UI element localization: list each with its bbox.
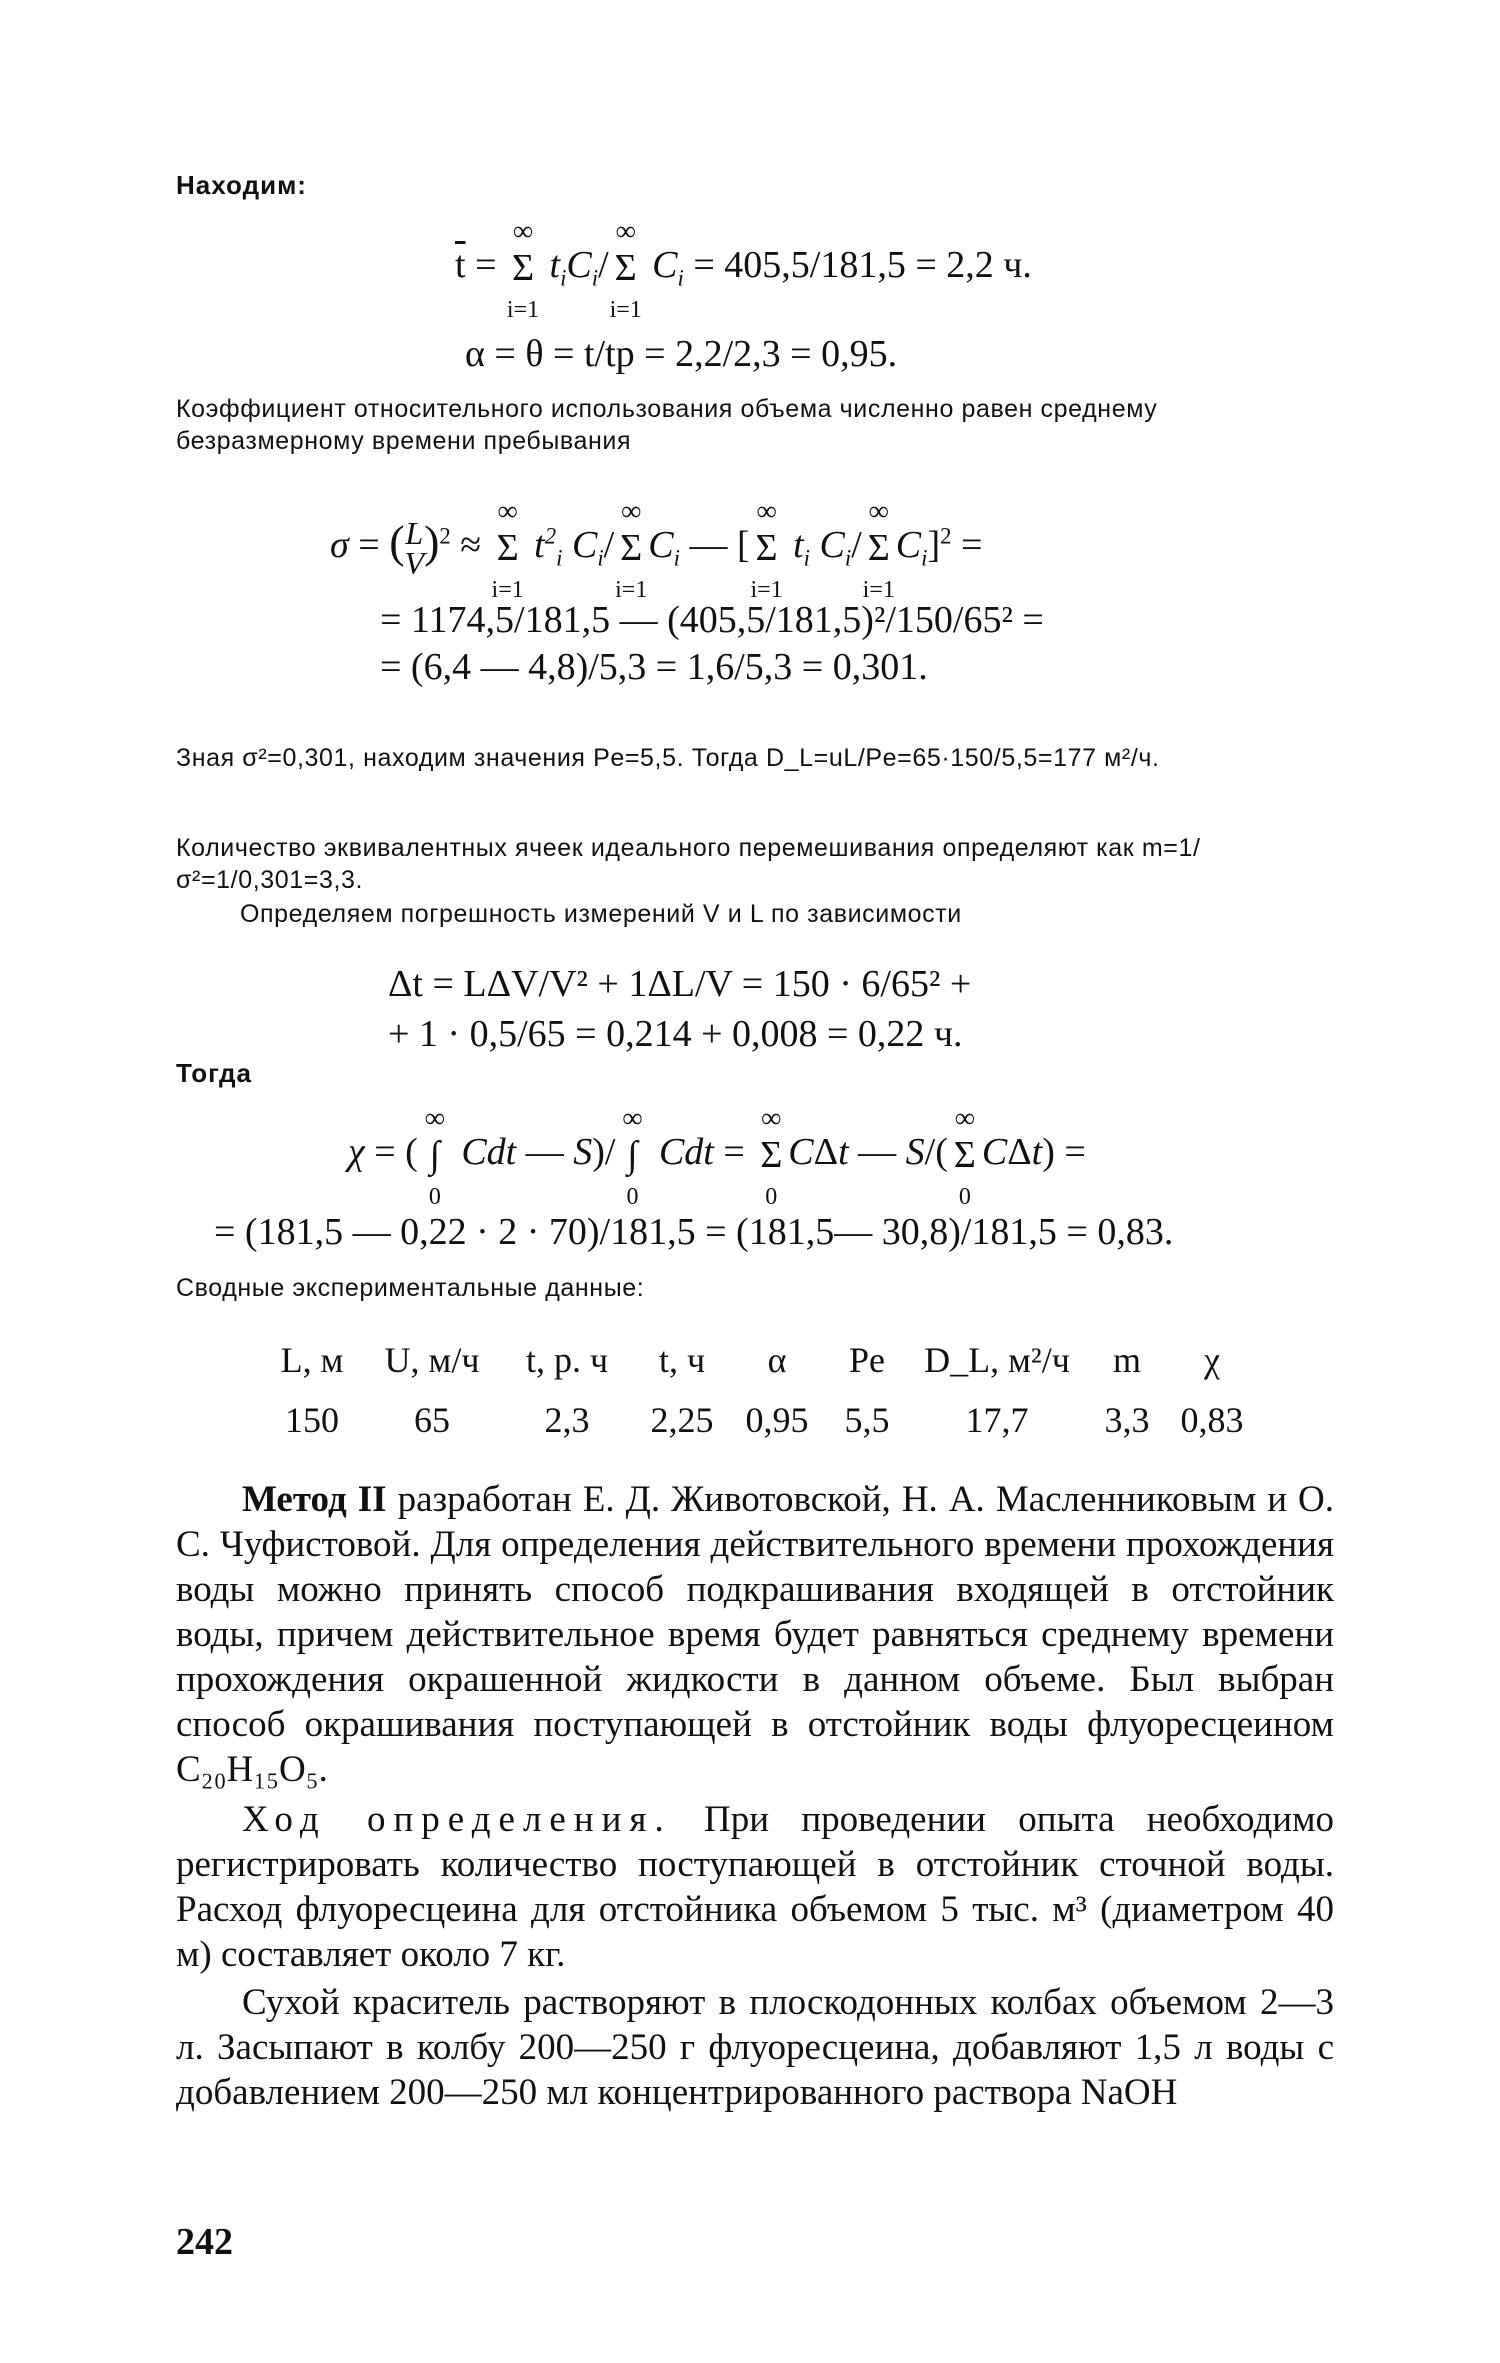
formula-mean-time-lhs: $\overline{t}$ (455, 244, 466, 286)
integral-symbol-icon: ∫ ∞ 0 (424, 1103, 445, 1211)
paragraph-kolichestvo: Количество эквивалентных ячеек идеального перемешивания определяют как m=1/σ²=1/0,301=3,3. (176, 834, 1201, 894)
paragraph-method-2 (176, 1477, 1334, 1792)
formula-delta-t-line2: + 1 · 0,5/65 = 0,214 + 0,008 = 0,22 ч. (388, 1013, 963, 1055)
formula-chi-line2: = (181,5 — 0,22 · 2 · 70)/181,5 = (181,5— 30,8)/181,5 = 0,83. (214, 1211, 1174, 1253)
heading-togda: Тогда (176, 1058, 252, 1088)
table-header-cell: Pe (849, 1340, 885, 1380)
paragraph-opredelyaem: Определяем погрешность измерений V и L по зависимости (240, 900, 962, 928)
sum-symbol-icon: Σ ∞ i=1 (491, 496, 524, 604)
heading-nakhodim: Находим: (176, 170, 307, 200)
sum-symbol-icon: Σ ∞ 0 (953, 1103, 976, 1211)
sum-symbol-icon: Σ ∞ i=1 (615, 496, 648, 604)
khod-text: При проведении опыта необходимо регистрировать количество поступающей в отстойник сточной воды. Расход флуоресцеина для отстойника объемом 5 тыс. м³ (диаметром 40 м) составляет около 7 кг. (176, 1799, 1335, 1975)
summary-table (262, 1330, 1282, 1450)
page-number: 242 (176, 2221, 233, 2263)
table-cell: 5,5 (844, 1400, 890, 1440)
method-text: разработан Е. Д. Животовской, Н. А. Масленниковым и О. С. Чуфистовой. Для определения действительного времени прохождения воды можно принять способ подкрашивания входящей в отстойник воды, причем действительное время будет равняться среднему времени прохождения окрашенной жидкости в данном объеме. Был выбран способ окрашивания поступающей в отстойник воды флуоресцеином C₂₀H₁₅O₅. (176, 1479, 1335, 1790)
formula-mean-time: $\overline{t} = \Sigma$ ∞ i=1 $t_iC_i/$ Σ ∞ i=1 $C_i = 405,5/181,5 = 2,2$ ч. (455, 216, 1032, 324)
formula-chi-line1: χ = ( ∫ ∞ 0 Cdt — S)/ ∫ ∞ 0 Cdt = Σ ∞ 0 CΔt — S/( Σ ∞ 0 CΔt) = (348, 1103, 1086, 1211)
table-cell: 65 (414, 1400, 450, 1440)
table-cell: 150 (285, 1400, 339, 1440)
sum-symbol-icon: Σ ∞ i=1 (506, 216, 540, 324)
table-header-cell: U, м/ч (384, 1340, 480, 1380)
paragraph-koefficient: Коэффициент относительного использования объема численно равен среднему безразмерному времени пребывания (176, 395, 1158, 455)
table-row (262, 1390, 1282, 1450)
sum-symbol-icon: Σ ∞ i=1 (750, 496, 783, 604)
table-header-cell: t, ч (658, 1340, 706, 1380)
table-cell: 0,83 (1180, 1400, 1244, 1440)
table-header-cell: t, р. ч (525, 1340, 609, 1380)
formula-sigma-line3: = (6,4 — 4,8)/5,3 = 1,6/5,3 = 0,301. (380, 646, 928, 688)
table-header-cell: χ (1204, 1340, 1220, 1380)
formula-sigma-line1: σ = (L V)$^2$ ≈ Σ ∞ i=1 $t^2_i$ $C_i/$ Σ ∞ i=1 $C_i$ — [ Σ ∞ i=1 $t_i$ $C_i/$ Σ ∞ i=1 $C_i]^2$ = (330, 496, 983, 604)
formula-alpha: α = θ = t/tp = 2,2/2,3 = 0,95. (465, 333, 898, 375)
paragraph-sukhoy: Сухой краситель растворяют в плоскодонных колбах объемом 2—3 л. Засыпают в колбу 200—250 г флуоресцеина, добавляют 1,5 л воды с добавлением 200—250 мл концентрированного раствора NaOH (176, 1982, 1334, 2113)
heading-svodnye: Сводные экспериментальные данные: (176, 1274, 645, 1302)
table-header-row (262, 1330, 1282, 1390)
sum-symbol-icon: Σ ∞ i=1 (862, 496, 895, 604)
sum-symbol-icon: Σ ∞ 0 (760, 1103, 783, 1211)
table-header-cell: m (1112, 1340, 1141, 1380)
table-cell: 2,25 (650, 1400, 714, 1440)
paragraph-znaya: Зная σ²=0,301, находим значения Pe=5,5. Тогда D_L=uL/Pe=65·150/5,5=177 м²/ч. (176, 744, 1160, 772)
formula-delta-t-line1: Δt = LΔV/V² + 1ΔL/V = 150 · 6/65² + (388, 963, 972, 1005)
paragraph-khod (176, 1797, 1334, 1977)
sum-symbol-icon: Σ ∞ i=1 (609, 216, 642, 324)
table-header-cell: α (767, 1340, 787, 1380)
integral-symbol-icon: ∫ ∞ 0 (622, 1103, 643, 1211)
method-label: Метод II (242, 1479, 387, 1520)
table-header-cell: D_L, м²/ч (924, 1340, 1070, 1380)
table-cell: 2,3 (544, 1400, 590, 1440)
table-cell: 17,7 (965, 1400, 1029, 1440)
khod-label: Ход определения. (242, 1799, 672, 1840)
table-cell: 0,95 (745, 1400, 809, 1440)
formula-mean-time-rhs: = 405,5/181,5 = 2,2 ч. (693, 244, 1032, 286)
table-header-cell: L, м (280, 1340, 344, 1380)
table-cell: 3,3 (1104, 1400, 1150, 1440)
formula-sigma-line2: = 1174,5/181,5 — (405,5/181,5)²/150/65² = (380, 599, 1044, 641)
